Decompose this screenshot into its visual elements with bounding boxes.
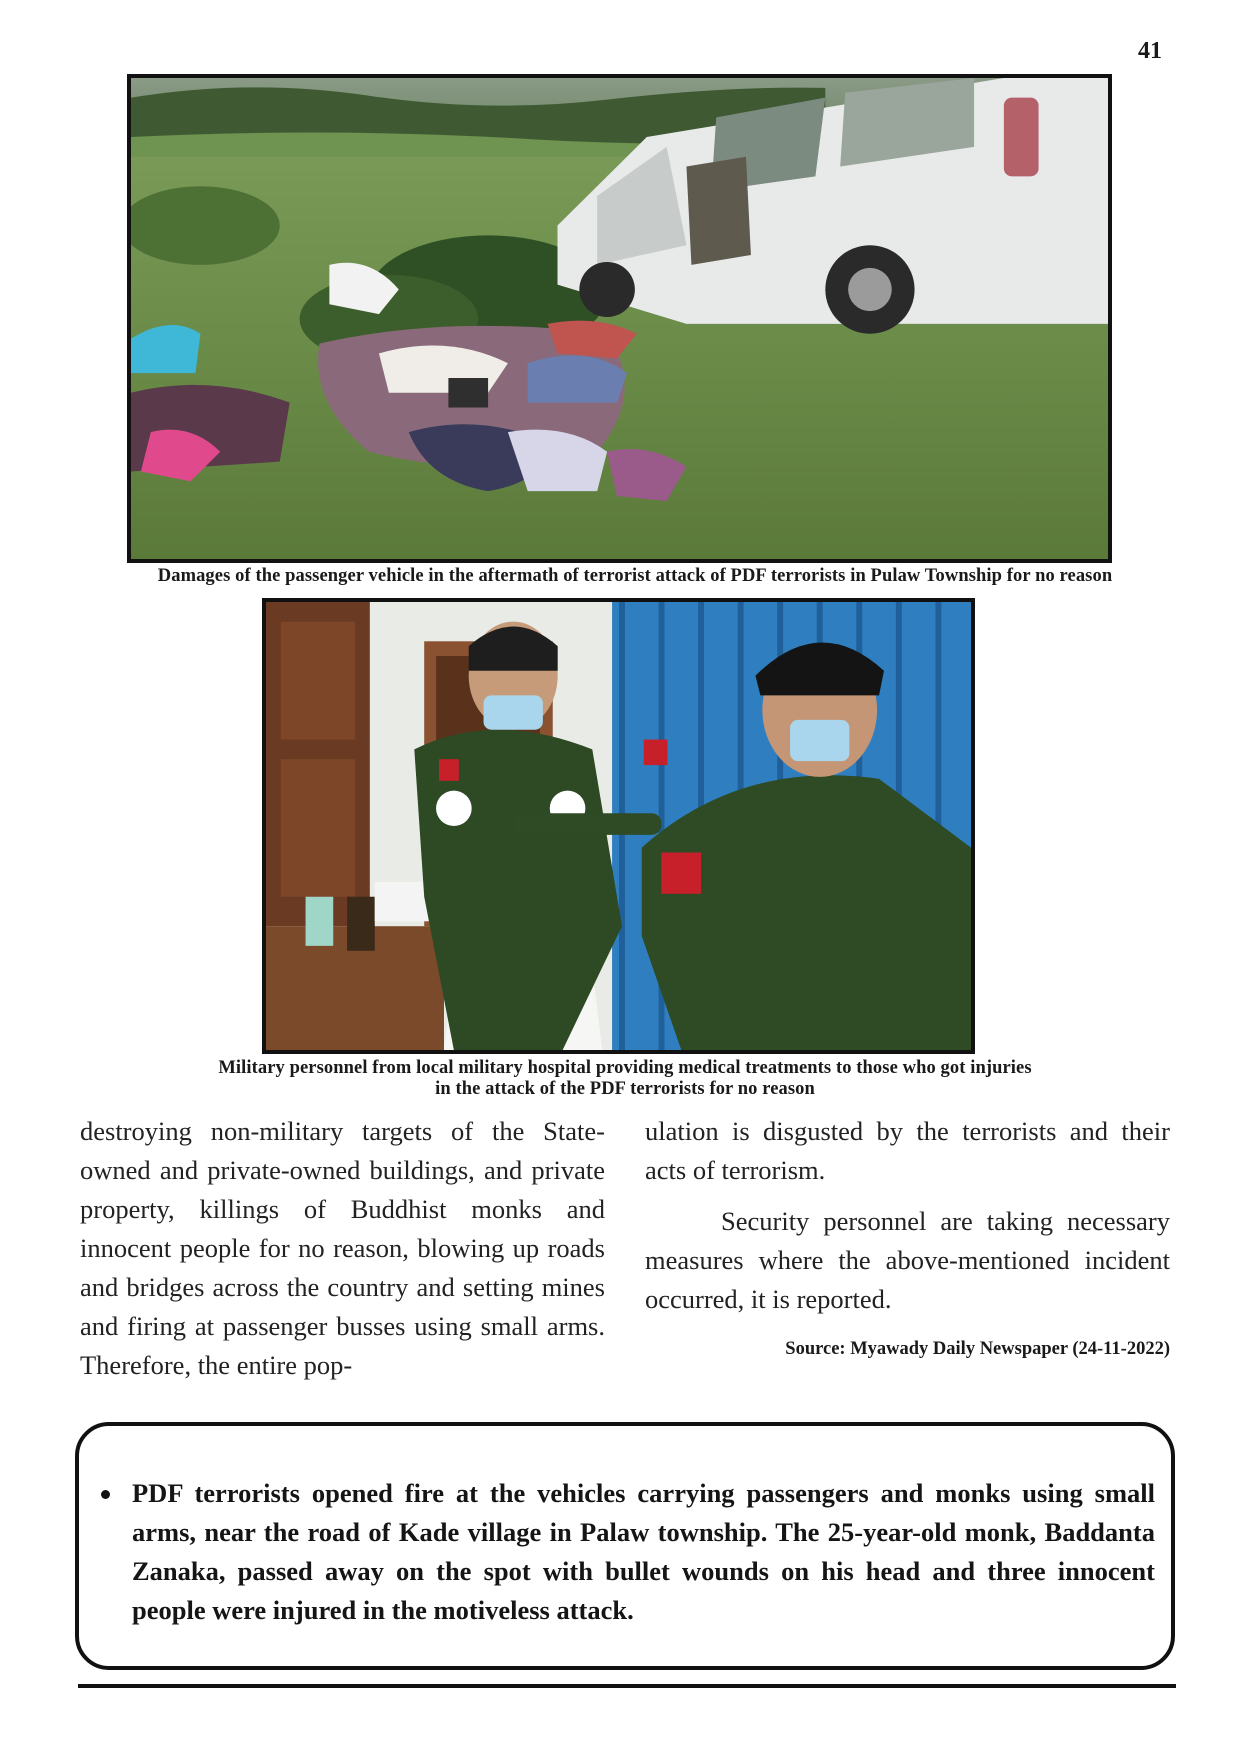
article-right-column [645,1112,1170,1361]
page-number: 41 [1138,38,1162,64]
highlight-bullet-item [95,1474,1155,1630]
highlight-box [75,1422,1175,1670]
medical-photo-caption [120,1058,1130,1100]
source-citation: Source: Myawady Daily Newspaper (24-11-2022) [785,1339,1170,1359]
damaged-vehicle-photo [127,74,1112,563]
bottom-divider [78,1684,1176,1688]
vehicle-photo-caption: Damages of the passenger vehicle in the aftermath of terrorist attack of PDF terrorists in Pulaw Township for no reason [157,566,1113,586]
article-paragraph: Security personnel are taking necessary measures where the above-mentioned incident occurred, it is reported. [645,1206,1170,1314]
medical-treatment-photo [262,598,975,1054]
article-paragraph: ulation is disgusted by the terrorists and their acts of terrorism. [645,1116,1170,1185]
medical-caption-line-2: in the attack of the PDF terrorists for no reason [435,1079,815,1099]
damaged-vehicle-illustration [131,78,1108,559]
article-left-column [80,1112,605,1385]
article-paragraph: destroying non-military targets of the State-owned and private-owned buildings, and private property, killings of Buddhist monks and innocent people for no reason, blowing up roads and bridges across the country and setting mines and firing at passenger busses using small arms. Therefore, the entire pop- [80,1116,605,1380]
medical-treatment-illustration [266,602,971,1050]
medical-caption-line-1: Military personnel from local military hospital providing medical treatments to those who got injuries [218,1058,1032,1078]
highlight-bullet-text: PDF terrorists opened fire at the vehicles carrying passengers and monks using small arms, near the road of Kade village in Palaw township. The 25-year-old monk, Baddanta Zanaka, passed away on the spot with bullet wounds on his head and three innocent people were injured in the motiveless attack. [132,1478,1155,1625]
bullet-icon [101,1490,110,1499]
